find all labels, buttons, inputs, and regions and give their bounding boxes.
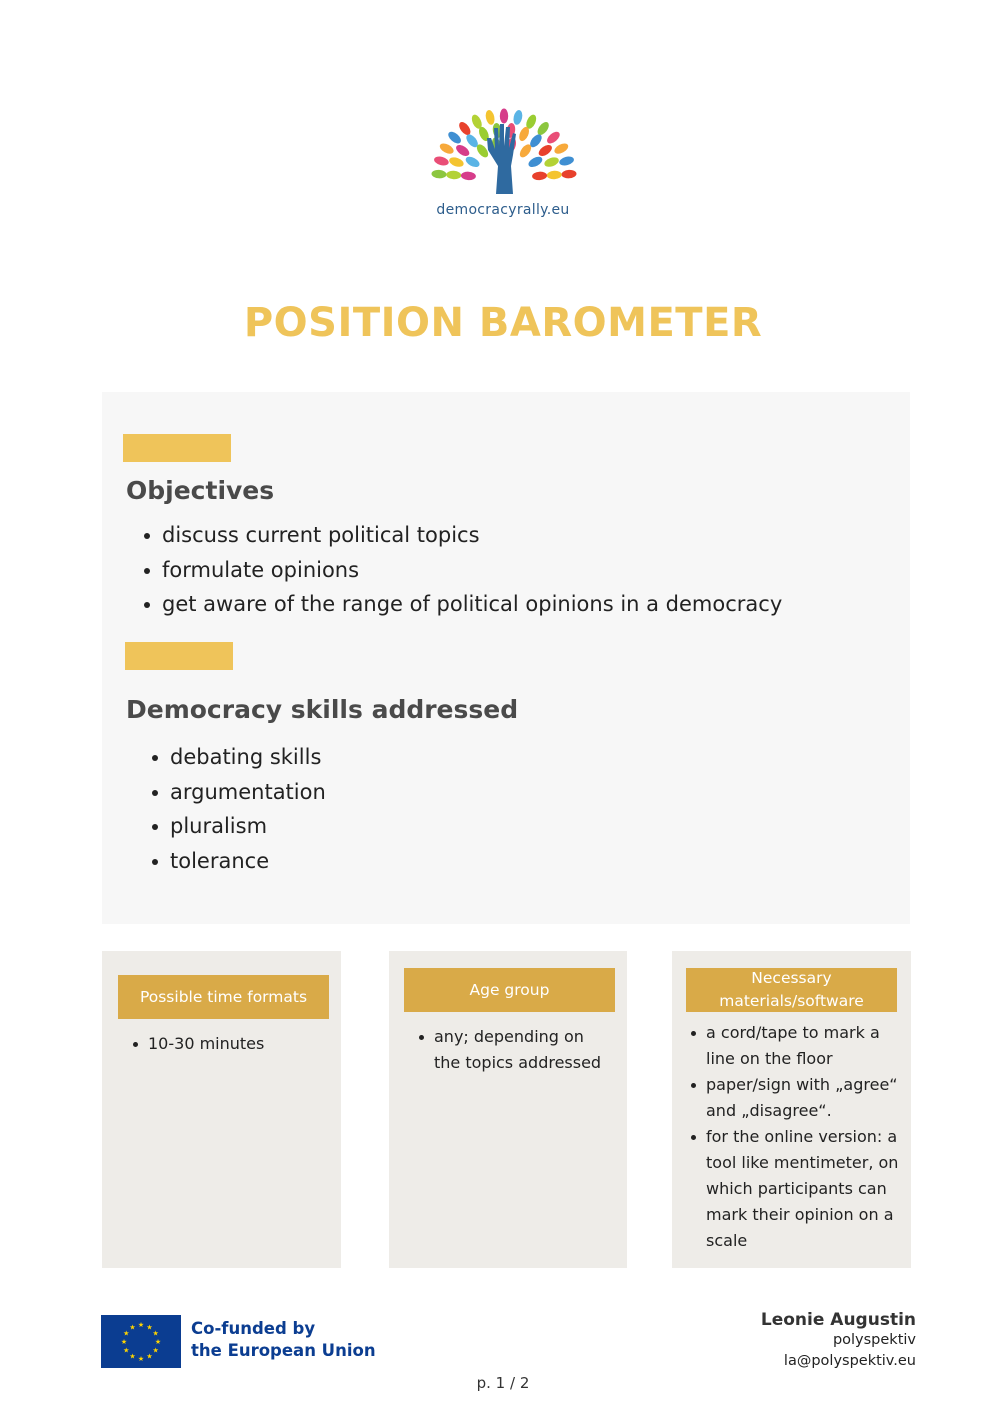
logo-leaf [500, 109, 508, 124]
eu-star: ★ [129, 1323, 136, 1332]
logo-leaf [431, 169, 446, 178]
list-item: debating skills [150, 740, 326, 775]
list-item: a cord/tape to mark a line on the floor [690, 1020, 910, 1072]
eu-line2: the European Union [191, 1341, 376, 1360]
eu-line1: Co-funded by [191, 1319, 316, 1338]
list-item: get aware of the range of political opinions in a democracy [142, 587, 782, 622]
list-item: pluralism [150, 809, 326, 844]
page-title: POSITION BAROMETER [243, 300, 763, 346]
logo-leaf [553, 141, 570, 156]
logo-leaf [547, 170, 562, 179]
eu-star: ★ [123, 1329, 130, 1338]
logo-leaf [484, 109, 495, 125]
skills-heading: Democracy skills addressed [126, 695, 519, 724]
materials-list [690, 1020, 910, 1254]
author-block [761, 1310, 916, 1372]
author-email[interactable]: la@polyspektiv.eu [783, 1353, 916, 1369]
logo-leaf [461, 171, 476, 180]
age-group-list [418, 1024, 603, 1076]
logo-leaf [454, 143, 471, 158]
list-item: paper/sign with „agree“ and „disagree“. [690, 1072, 910, 1124]
author-org: polyspektiv [832, 1332, 916, 1348]
eu-cofunded-text [191, 1318, 376, 1362]
eu-star: ★ [146, 1352, 153, 1361]
materials-header [686, 968, 897, 1012]
eu-star: ★ [146, 1323, 153, 1332]
logo-leaf [438, 141, 455, 156]
eu-star: ★ [152, 1346, 159, 1355]
list-item: tolerance [150, 844, 326, 879]
logo-leaf [558, 155, 575, 167]
logo-leaf [532, 171, 547, 180]
materials-header-line1: Necessary [751, 969, 832, 987]
logo-leaf [545, 130, 562, 146]
eu-star: ★ [123, 1346, 130, 1355]
eu-star: ★ [152, 1329, 159, 1338]
logo-leaf [512, 109, 523, 125]
list-item: formulate opinions [142, 553, 782, 588]
author-name: Leonie Augustin [760, 1310, 916, 1330]
logo-url-text: democracyrally.eu [436, 202, 570, 218]
skills-accent-bar [125, 642, 233, 670]
logo-leaf [446, 130, 463, 146]
main-panel [102, 392, 910, 924]
age-group-box [389, 951, 627, 1268]
eu-star: ★ [137, 1321, 145, 1329]
list-item: any; depending on the topics addressed [418, 1024, 603, 1076]
eu-star: ★ [137, 1355, 145, 1363]
list-item: 10-30 minutes [132, 1031, 332, 1057]
eu-star: ★ [129, 1352, 136, 1361]
materials-header-line2: materials/software [719, 992, 864, 1010]
eu-flag-icon [100, 1314, 182, 1369]
age-group-header: Age group [404, 968, 615, 1012]
page-number: p. 1 / 2 [476, 1374, 530, 1392]
logo-leaf [464, 155, 481, 170]
objectives-heading: Objectives [126, 476, 275, 505]
logo-leaf [543, 156, 560, 169]
democracy-rally-logo [430, 70, 578, 202]
logo-leaf [561, 169, 576, 178]
objectives-list [142, 518, 782, 622]
skills-list [150, 740, 326, 878]
list-item: argumentation [150, 775, 326, 810]
logo-leaf [535, 120, 551, 137]
logo-leaf [433, 155, 450, 167]
eu-star: ★ [120, 1338, 128, 1346]
logo-leaf [448, 156, 465, 169]
eu-star: ★ [154, 1338, 162, 1346]
list-item: discuss current political topics [142, 518, 782, 553]
logo-leaf [457, 120, 473, 137]
objectives-accent-bar [123, 434, 231, 462]
time-formats-box [102, 951, 341, 1268]
materials-box [672, 951, 911, 1268]
time-formats-header: Possible time formats [118, 975, 329, 1019]
logo-leaf [537, 143, 554, 158]
list-item: for the online version: a tool like mentimeter, on which participants can mark their opinion on a scale [690, 1124, 910, 1254]
logo-leaf [527, 155, 544, 170]
time-formats-list [132, 1031, 332, 1057]
logo-leaf [446, 170, 461, 179]
